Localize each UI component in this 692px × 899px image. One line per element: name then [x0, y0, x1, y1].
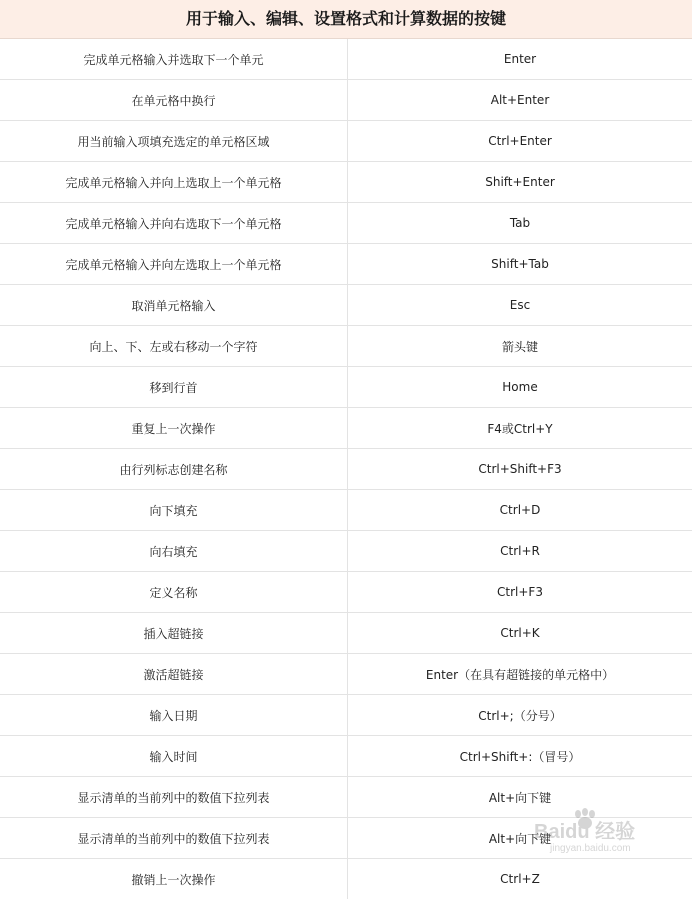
- table-row: [0, 121, 692, 162]
- row-description: 输入日期: [0, 695, 348, 735]
- row-description: 完成单元格输入并向右选取下一个单元格: [0, 203, 348, 243]
- row-shortcut-key: Ctrl+D: [499, 503, 541, 517]
- table-row: [0, 695, 692, 736]
- table-row: [0, 736, 692, 777]
- row-description: 插入超链接: [0, 613, 348, 653]
- table-row: [0, 367, 692, 408]
- baidu-jingyan-watermark: [532, 804, 662, 854]
- shortcut-table: [0, 39, 692, 899]
- row-shortcut-key: 箭头键: [501, 339, 538, 354]
- table-row: [0, 326, 692, 367]
- table-row: [0, 531, 692, 572]
- row-shortcut-key: Alt+向下键: [488, 790, 552, 805]
- row-description: 用当前输入项填充选定的单元格区域: [0, 121, 348, 161]
- row-shortcut-key: Alt+向下键: [488, 831, 552, 846]
- table-row: [0, 39, 692, 80]
- row-description: 向下填充: [0, 490, 348, 530]
- row-description: 完成单元格输入并向上选取上一个单元格: [0, 162, 348, 202]
- row-shortcut-key: Enter: [503, 52, 537, 66]
- row-description: 显示清单的当前列中的数值下拉列表: [0, 818, 348, 858]
- row-shortcut-key: Enter（在具有超链接的单元格中）: [425, 667, 615, 682]
- table-row: [0, 490, 692, 531]
- row-shortcut-key: Alt+Enter: [490, 93, 550, 107]
- row-shortcut-key: Ctrl+Shift+:（冒号）: [459, 749, 581, 764]
- row-shortcut-key: Shift+Enter: [485, 175, 555, 189]
- table-row: [0, 859, 692, 899]
- table-row: [0, 162, 692, 203]
- row-shortcut-key: Ctrl+K: [500, 626, 540, 640]
- row-description: 在单元格中换行: [0, 80, 348, 120]
- table-row: [0, 613, 692, 654]
- table-row: [0, 572, 692, 613]
- row-shortcut-key: Tab: [509, 216, 531, 230]
- row-shortcut-key: Ctrl+Enter: [488, 134, 552, 148]
- row-description: 定义名称: [0, 572, 348, 612]
- row-description: 输入时间: [0, 736, 348, 776]
- table-title: 用于输入、编辑、设置格式和计算数据的按键: [0, 0, 692, 39]
- row-description: 向右填充: [0, 531, 348, 571]
- row-shortcut-key: Esc: [509, 298, 531, 312]
- row-shortcut-key: Ctrl+Shift+F3: [478, 462, 562, 476]
- row-shortcut-key: Shift+Tab: [491, 257, 549, 271]
- row-description: 完成单元格输入并向左选取上一个单元格: [0, 244, 348, 284]
- row-description: 重复上一次操作: [0, 408, 348, 448]
- table-row: [0, 654, 692, 695]
- row-shortcut-key: Home: [502, 380, 538, 394]
- table-row: [0, 203, 692, 244]
- row-description: 向上、下、左或右移动一个字符: [0, 326, 348, 366]
- row-shortcut-key: F4或Ctrl+Y: [487, 421, 553, 436]
- watermark-url: jingyan.baidu.com: [550, 843, 631, 854]
- table-row: [0, 449, 692, 490]
- row-shortcut-key: Ctrl+Z: [500, 872, 540, 886]
- table-row: [0, 244, 692, 285]
- row-description: 移到行首: [0, 367, 348, 407]
- table-row: [0, 408, 692, 449]
- row-shortcut-key: Ctrl+;（分号）: [478, 708, 562, 723]
- row-shortcut-key: Ctrl+R: [500, 544, 540, 558]
- row-description: 取消单元格输入: [0, 285, 348, 325]
- row-description: 撤销上一次操作: [0, 859, 348, 899]
- row-description: 由行列标志创建名称: [0, 449, 348, 489]
- row-description: 激活超链接: [0, 654, 348, 694]
- row-description: 完成单元格输入并选取下一个单元: [0, 39, 348, 79]
- table-row: [0, 80, 692, 121]
- watermark-brand: Baidu 经验: [534, 821, 636, 843]
- row-description: 显示清单的当前列中的数值下拉列表: [0, 777, 348, 817]
- row-shortcut-key: Ctrl+F3: [497, 585, 543, 599]
- table-row: [0, 285, 692, 326]
